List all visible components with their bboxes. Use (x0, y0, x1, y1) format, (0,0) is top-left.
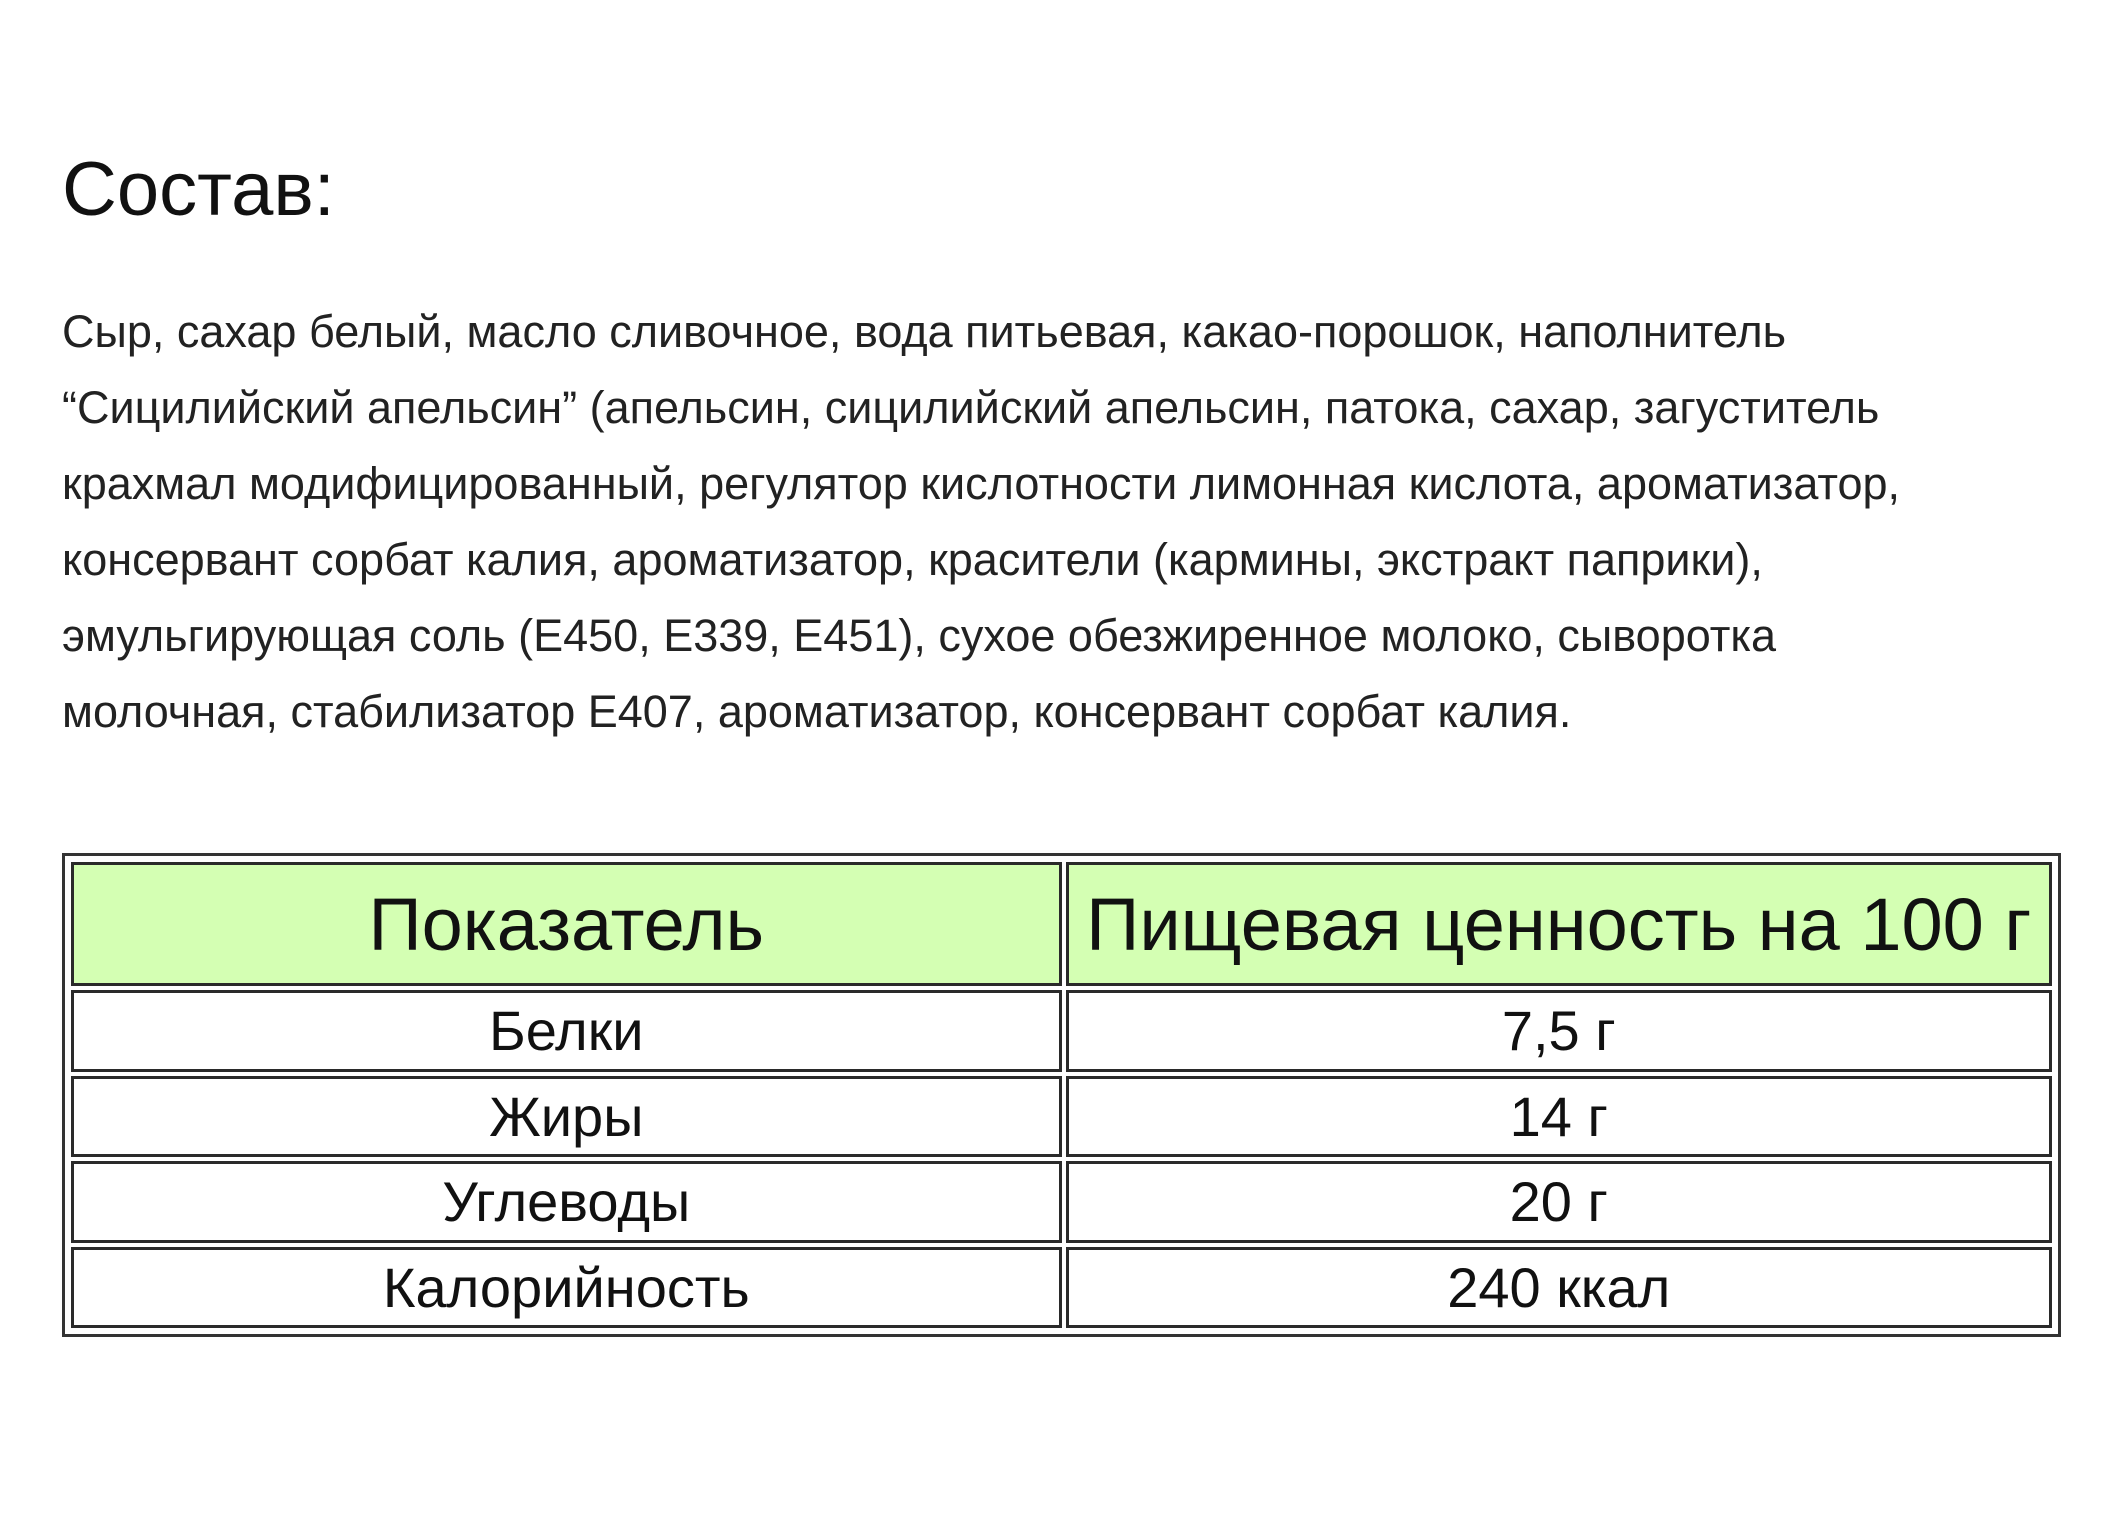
ingredients-line: “Сицилийский апельсин” (апельсин, сицилийский апельсин, патока, сахар, загуститель (62, 382, 1880, 433)
table-row (71, 1076, 2052, 1158)
header-indicator: Показатель (71, 862, 1062, 986)
ingredients-line: консервант сорбат калия, ароматизатор, красители (кармины, экстракт паприки), (62, 534, 1763, 585)
ingredients-line: эмульгирующая соль (Е450, Е339, Е451), сухое обезжиренное молоко, сыворотка (62, 610, 1777, 661)
ingredients-line: молочная, стабилизатор Е407, ароматизатор, консервант сорбат калия. (62, 686, 1572, 737)
nutrition-table (62, 853, 2061, 1337)
cell-value: 7,5 г (1066, 990, 2052, 1072)
cell-indicator: Белки (71, 990, 1062, 1072)
header-nutritional-value: Пищевая ценность на 100 г (1066, 862, 2052, 986)
table-row (71, 1161, 2052, 1243)
nutrition-grid (67, 858, 2056, 1332)
cell-indicator: Калорийность (71, 1247, 1062, 1329)
ingredients-line: Сыр, сахар белый, масло сливочное, вода питьевая, какао-порошок, наполнитель (62, 306, 1787, 357)
table-row (71, 990, 2052, 1072)
ingredients-line: крахмал модифицированный, регулятор кислотности лимонная кислота, ароматизатор, (62, 458, 1901, 509)
table-header-row (71, 862, 2052, 986)
ingredients-text (62, 294, 2072, 750)
page-title: Состав: (62, 147, 335, 232)
table-row (71, 1247, 2052, 1329)
cell-indicator: Углеводы (71, 1161, 1062, 1243)
cell-value: 14 г (1066, 1076, 2052, 1158)
cell-value: 240 ккал (1066, 1247, 2052, 1329)
cell-value: 20 г (1066, 1161, 2052, 1243)
cell-indicator: Жиры (71, 1076, 1062, 1158)
